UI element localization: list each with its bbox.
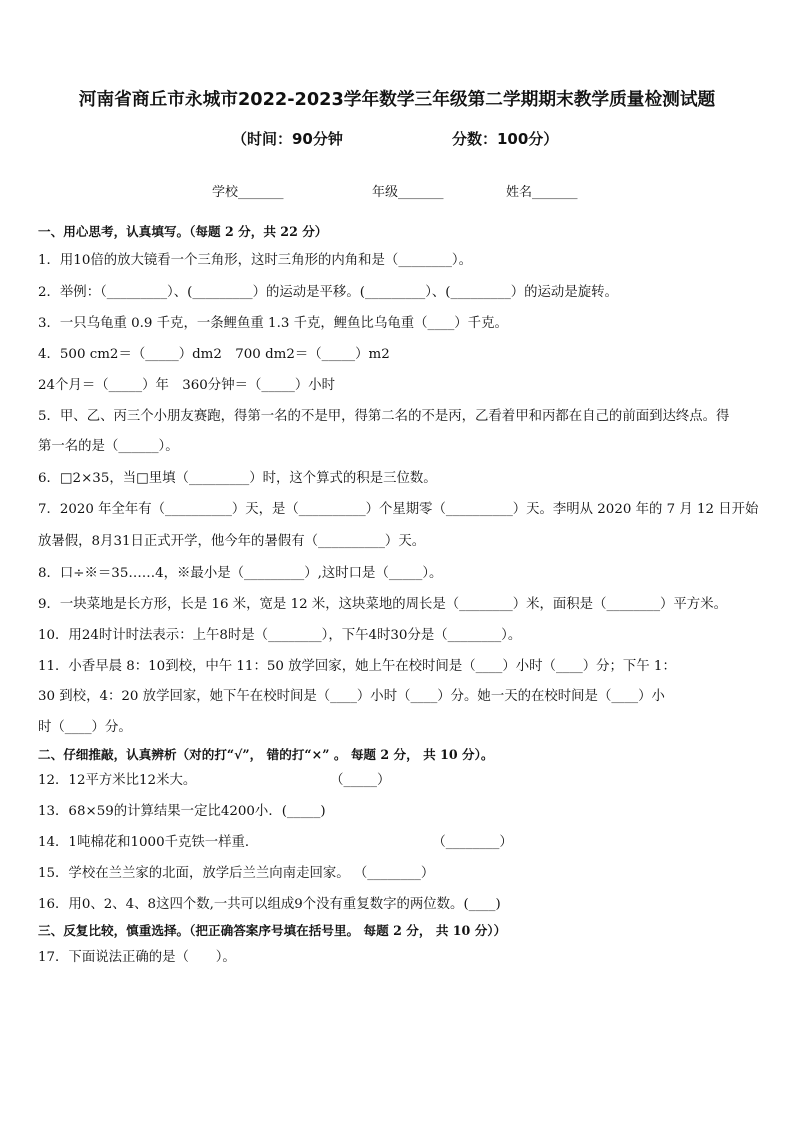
question-8: 8．口÷※＝35……4，※最小是（_________）,这时口是（_____）。 — [38, 566, 443, 581]
question-11b: 30 到校，4：20 放学回家，她下午在校时间是（____）小时（____）分。她一天的在校时间是（____）小 — [38, 689, 665, 704]
question-6: 6．□2×35，当□里填（_________）时，这个算式的积是三位数。 — [38, 471, 437, 486]
page-title: 河南省商丘市永城市2022-2023学年数学三年级第二学期期末教学质量检测试题 — [78, 90, 716, 110]
exam-time: （时间：90分钟 — [232, 130, 343, 148]
exam-score: 分数：100分） — [452, 130, 559, 148]
question-11c: 时（____）分。 — [38, 720, 132, 735]
question-7b: 放暑假，8月31日正式开学，他今年的暑假有（__________）天。 — [38, 534, 426, 549]
question-12: 12．12平方米比12米大。 （_____） — [38, 773, 391, 788]
grade-field[interactable]: 年级_______ — [372, 185, 444, 200]
question-10: 10．用24时计时法表示：上午8时是（________），下午4时30分是（________）。 — [38, 628, 522, 643]
question-2: 2．举例：（_________）、(_________）的运动是平移。(_________）、(_________）的运动是旋转。 — [38, 285, 618, 300]
question-15: 15．学校在兰兰家的北面，放学后兰兰向南走回家。 （________） — [38, 866, 435, 881]
question-3: 3．一只乌龟重 0.9 千克，一条鲤鱼重 1.3 千克，鲤鱼比乌龟重（____）千克。 — [38, 316, 508, 331]
question-13: 13．68×59的计算结果一定比4200小．(_____) — [38, 804, 326, 819]
question-11a: 11．小香早晨 8：10到校，中午 11：50 放学回家，她上午在校时间是（____）小时（____）分；下午 1： — [38, 659, 676, 674]
question-4a: 4．500 cm2＝（_____）dm2 700 dm2＝（_____）m2 — [38, 347, 390, 362]
question-5b: 第一名的是（______）。 — [38, 439, 179, 454]
school-field[interactable]: 学校_______ — [212, 185, 284, 200]
name-field[interactable]: 姓名_______ — [506, 185, 578, 200]
question-9: 9．一块菜地是长方形，长是 16 米，宽是 12 米，这块菜地的周长是（________）米，面积是（________）平方米。 — [38, 597, 727, 612]
question-1: 1．用10倍的放大镜看一个三角形，这时三角形的内角和是（________）。 — [38, 253, 472, 268]
question-7a: 7．2020 年全年有（__________）天，是（__________）个星期零（__________）天。李明从 2020 年的 7 月 12 日开始 — [38, 502, 759, 517]
question-14: 14．1吨棉花和1000千克铁一样重． （________） — [38, 835, 513, 850]
question-5a: 5．甲、乙、丙三个小朋友赛跑，得第一名的不是甲，得第二名的不是丙，乙看着甲和丙都在自己的前面到达终点。得 — [38, 409, 730, 424]
section-2-heading: 二、仔细推敲，认真辨析（对的打“√”， 错的打“×” 。 每题 2 分， 共 10 分）。 — [38, 747, 494, 762]
question-4b: 24个月＝（_____）年 360分钟＝（_____）小时 — [38, 378, 336, 393]
question-16: 16．用0、2、4、8这四个数,一共可以组成9个没有重复数字的两位数。(____) — [38, 897, 501, 912]
section-3-heading: 三、反复比较，慎重选择。（把正确答案序号填在括号里。 每题 2 分， 共 10 分）） — [38, 923, 507, 938]
question-17: 17．下面说法正确的是（ ）。 — [38, 950, 236, 965]
section-1-heading: 一、用心思考，认真填写。（每题 2 分，共 22 分） — [38, 224, 328, 239]
